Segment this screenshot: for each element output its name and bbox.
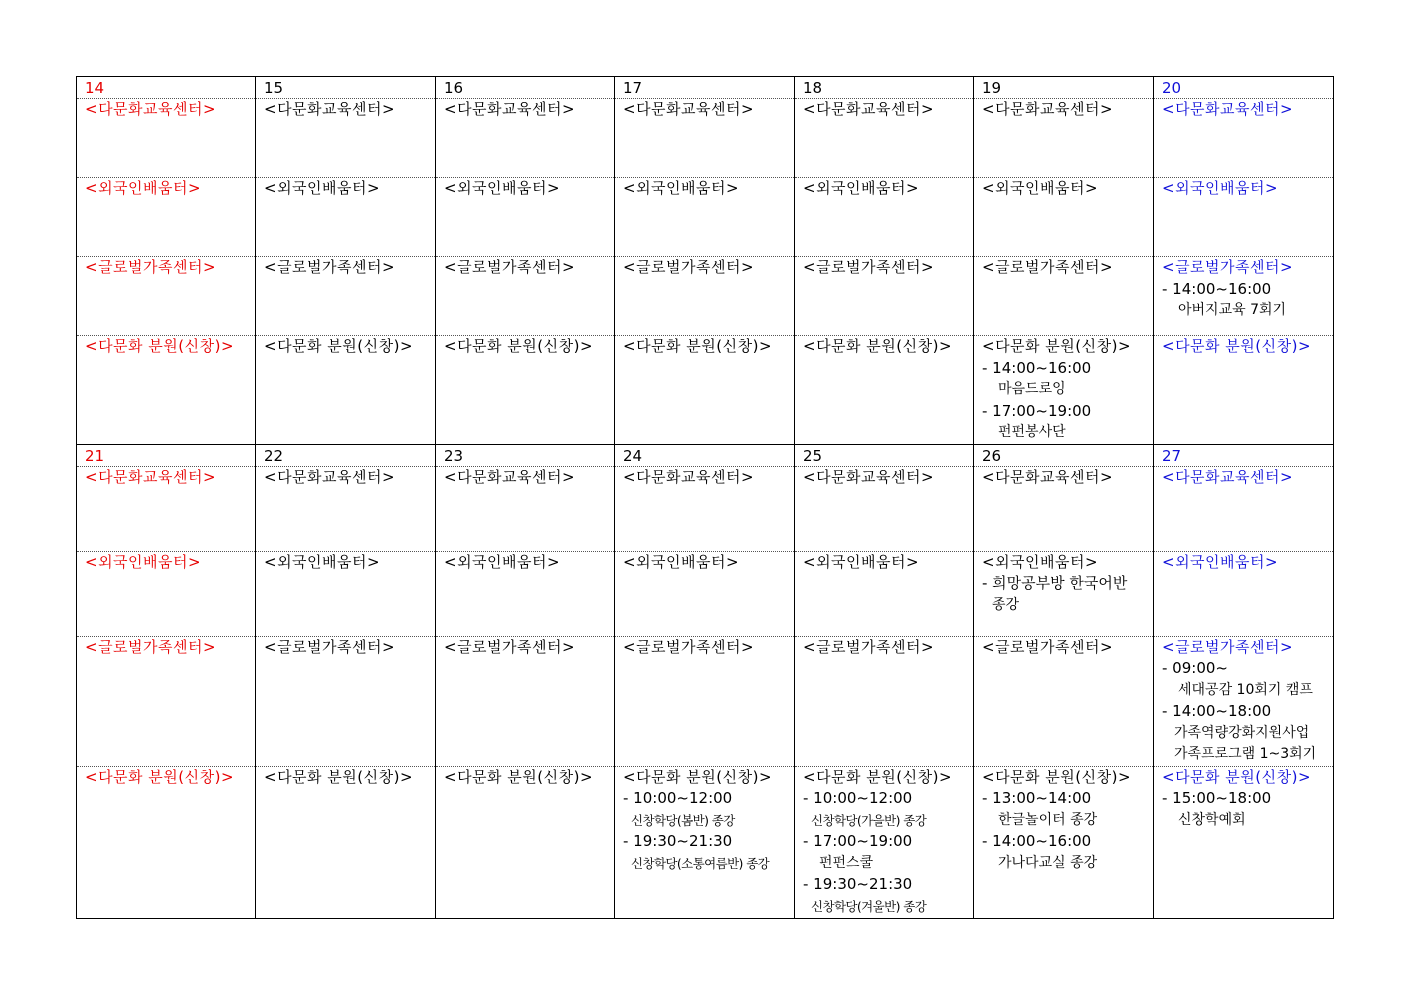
event-desc: 신창학당(소통여름반) 종강	[631, 855, 770, 871]
date-cell: 25	[795, 444, 974, 466]
date-cell: 27	[1154, 444, 1334, 466]
section-cell	[436, 636, 615, 766]
section-cell	[1154, 99, 1334, 178]
section-cell	[1154, 551, 1334, 636]
section-cell	[436, 766, 615, 918]
event-time: - 14:00~18:00	[1162, 702, 1272, 720]
event-desc: 마음드로잉	[998, 381, 1066, 397]
week-1-education-center-row	[77, 99, 1334, 178]
date-cell: 14	[77, 77, 256, 99]
section-heading: <다문화 분원(신창)>	[803, 767, 953, 786]
event-desc: 가나다교실 종강	[998, 854, 1098, 871]
event-desc: 신창학당(가을반) 종강	[811, 812, 927, 828]
section-heading: <글로벌가족센터>	[85, 258, 217, 276]
section-cell	[795, 766, 974, 918]
section-cell	[77, 99, 256, 178]
event-block	[982, 358, 1153, 444]
section-cell	[795, 551, 974, 636]
section-cell	[795, 336, 974, 445]
section-cell	[974, 551, 1154, 636]
section-cell	[974, 99, 1154, 178]
section-cell	[1154, 257, 1334, 336]
section-cell	[256, 636, 436, 766]
event-block	[803, 788, 973, 917]
event-block	[623, 788, 794, 874]
section-heading: <글로벌가족센터>	[803, 258, 935, 276]
date-cell: 15	[256, 77, 436, 99]
section-cell	[615, 336, 795, 445]
section-heading: <글로벌가족센터>	[803, 637, 935, 656]
week-2-foreigner-learning-row	[77, 551, 1334, 636]
event-time: - 14:00~16:00	[1162, 279, 1272, 298]
section-cell	[77, 336, 256, 445]
week-1-branch-row	[77, 336, 1334, 445]
section-heading: <다문화교육센터>	[1162, 100, 1294, 118]
event-desc: 신창학예회	[1178, 811, 1246, 828]
week-2-date-row	[77, 444, 1334, 466]
section-cell	[795, 178, 974, 257]
event-desc: 펀펀봉사단	[998, 424, 1066, 440]
section-cell	[436, 99, 615, 178]
section-cell	[795, 99, 974, 178]
event-time: - 19:30~21:30	[623, 832, 733, 850]
event-time: - 10:00~12:00	[623, 789, 733, 807]
date-cell: 26	[974, 444, 1154, 466]
section-heading: <다문화교육센터>	[444, 467, 576, 486]
section-heading: <다문화교육센터>	[623, 100, 755, 118]
section-heading: <글로벌가족센터>	[1162, 258, 1294, 276]
week-1-global-family-row	[77, 257, 1334, 336]
section-cell	[1154, 178, 1334, 257]
section-heading: <다문화 분원(신창)>	[85, 767, 235, 786]
section-cell	[1154, 636, 1334, 766]
section-heading: <외국인배움터>	[803, 552, 920, 571]
section-cell	[795, 636, 974, 766]
section-cell	[77, 466, 256, 551]
section-heading: <글로벌가족센터>	[982, 258, 1114, 276]
section-cell	[256, 99, 436, 178]
section-cell	[615, 766, 795, 918]
date-cell: 23	[436, 444, 615, 466]
event-time: - 19:30~21:30	[803, 875, 913, 893]
event-block	[1162, 279, 1333, 322]
section-heading: <다문화교육센터>	[85, 100, 217, 118]
section-heading: <다문화 분원(신창)>	[444, 337, 594, 355]
section-heading: <외국인배움터>	[1162, 552, 1279, 571]
event-desc: 신창학당(겨울반) 종강	[811, 898, 927, 914]
section-heading: <외국인배움터>	[444, 552, 561, 571]
event-time: - 14:00~16:00	[982, 832, 1092, 850]
section-cell	[974, 766, 1154, 918]
event-time: - 13:00~14:00	[982, 789, 1092, 807]
section-heading: <다문화 분원(신창)>	[803, 337, 953, 355]
event-time: - 15:00~18:00	[1162, 789, 1272, 807]
section-heading: <외국인배움터>	[623, 179, 740, 197]
section-heading: <다문화 분원(신창)>	[264, 767, 414, 786]
section-heading: <글로벌가족센터>	[623, 637, 755, 656]
section-heading: <외국인배움터>	[982, 552, 1099, 571]
event-block	[1162, 788, 1333, 831]
event-time: - 14:00~16:00	[982, 358, 1092, 377]
date-cell: 24	[615, 444, 795, 466]
section-cell	[615, 636, 795, 766]
date-cell: 18	[795, 77, 974, 99]
event-time: - 10:00~12:00	[803, 789, 913, 807]
section-cell	[436, 336, 615, 445]
event-block	[982, 573, 1153, 616]
section-cell	[77, 551, 256, 636]
section-heading: <외국인배움터>	[85, 179, 202, 197]
section-cell	[77, 636, 256, 766]
section-cell	[1154, 466, 1334, 551]
section-heading: <다문화 분원(신창)>	[1162, 767, 1312, 786]
section-heading: <글로벌가족센터>	[444, 637, 576, 656]
section-cell	[77, 178, 256, 257]
date-cell: 19	[974, 77, 1154, 99]
section-heading: <다문화교육센터>	[264, 467, 396, 486]
week-2-branch-row	[77, 766, 1334, 918]
section-heading: <다문화 분원(신창)>	[264, 337, 414, 355]
section-heading: <외국인배움터>	[982, 179, 1099, 197]
section-cell	[615, 551, 795, 636]
section-heading: <외국인배움터>	[1162, 179, 1279, 197]
section-cell	[256, 551, 436, 636]
event-desc: 아버지교육 7회기	[1178, 302, 1287, 318]
section-cell	[615, 466, 795, 551]
section-heading: <다문화 분원(신창)>	[623, 337, 773, 355]
section-heading: <외국인배움터>	[85, 552, 202, 571]
section-heading: <다문화교육센터>	[264, 100, 396, 118]
section-heading: <다문화교육센터>	[85, 467, 217, 486]
date-cell: 21	[77, 444, 256, 466]
section-heading: <글로벌가족센터>	[623, 258, 755, 276]
section-heading: <글로벌가족센터>	[982, 637, 1114, 656]
date-cell: 16	[436, 77, 615, 99]
section-heading: <다문화교육센터>	[982, 467, 1114, 486]
event-time: - 17:00~19:00	[982, 401, 1092, 420]
section-heading: <외국인배움터>	[803, 179, 920, 197]
section-cell	[795, 257, 974, 336]
section-heading: <글로벌가족센터>	[264, 637, 396, 656]
date-cell: 22	[256, 444, 436, 466]
event-desc: 가족프로그램 1~3회기	[1174, 746, 1317, 762]
section-cell	[974, 178, 1154, 257]
section-heading: <다문화교육센터>	[982, 100, 1114, 118]
section-cell	[256, 178, 436, 257]
section-cell	[436, 178, 615, 257]
section-cell	[615, 257, 795, 336]
section-heading: <글로벌가족센터>	[85, 637, 217, 656]
section-cell	[77, 257, 256, 336]
week-2-global-family-row	[77, 636, 1334, 766]
section-cell	[615, 178, 795, 257]
event-time: - 17:00~19:00	[803, 832, 913, 850]
calendar-table	[76, 76, 1334, 919]
section-heading: <글로벌가족센터>	[264, 258, 396, 276]
section-heading: <글로벌가족센터>	[1162, 637, 1294, 656]
event-block	[1162, 658, 1333, 766]
section-cell	[974, 336, 1154, 445]
week-1-date-row	[77, 77, 1334, 99]
section-heading: <글로벌가족센터>	[444, 258, 576, 276]
section-heading: <다문화 분원(신창)>	[982, 767, 1132, 786]
date-cell: 17	[615, 77, 795, 99]
event-block	[982, 788, 1153, 874]
section-heading: <외국인배움터>	[264, 552, 381, 571]
event-desc: 세대공감 10회기 캠프	[1178, 681, 1313, 698]
section-heading: <다문화 분원(신창)>	[85, 337, 235, 355]
section-cell	[256, 466, 436, 551]
section-heading: <다문화 분원(신창)>	[444, 767, 594, 786]
section-cell	[77, 766, 256, 918]
section-cell	[795, 466, 974, 551]
section-cell	[1154, 336, 1334, 445]
section-cell	[615, 99, 795, 178]
section-cell	[256, 766, 436, 918]
section-heading: <다문화 분원(신창)>	[623, 767, 773, 786]
event-desc: 펀펀스쿨	[819, 854, 874, 871]
section-cell	[974, 257, 1154, 336]
event-desc: 가족역량강화지원사업	[1174, 724, 1310, 741]
event-time: - 09:00~	[1162, 659, 1228, 677]
section-heading: <외국인배움터>	[623, 552, 740, 571]
section-heading: <다문화교육센터>	[803, 100, 935, 118]
section-heading: <다문화교육센터>	[803, 467, 935, 486]
date-cell: 20	[1154, 77, 1334, 99]
section-cell	[256, 257, 436, 336]
section-heading: <다문화 분원(신창)>	[1162, 337, 1312, 355]
section-heading: <외국인배움터>	[444, 179, 561, 197]
section-heading: <외국인배움터>	[264, 179, 381, 197]
section-heading: <다문화교육센터>	[623, 467, 755, 486]
section-cell	[436, 551, 615, 636]
section-cell	[974, 466, 1154, 551]
section-cell	[974, 636, 1154, 766]
week-2-education-center-row	[77, 466, 1334, 551]
event-time: - 희망공부방 한국어반	[982, 574, 1128, 592]
event-desc: 신창학당(봄반) 종강	[631, 812, 735, 828]
section-cell	[1154, 766, 1334, 918]
week-1-foreigner-learning-row	[77, 178, 1334, 257]
event-desc: 종강	[992, 596, 1020, 613]
event-desc: 한글놀이터 종강	[998, 811, 1098, 828]
section-heading: <다문화교육센터>	[444, 100, 576, 118]
section-cell	[256, 336, 436, 445]
section-heading: <다문화 분원(신창)>	[982, 337, 1132, 355]
section-cell	[436, 466, 615, 551]
section-cell	[436, 257, 615, 336]
section-heading: <다문화교육센터>	[1162, 467, 1294, 486]
